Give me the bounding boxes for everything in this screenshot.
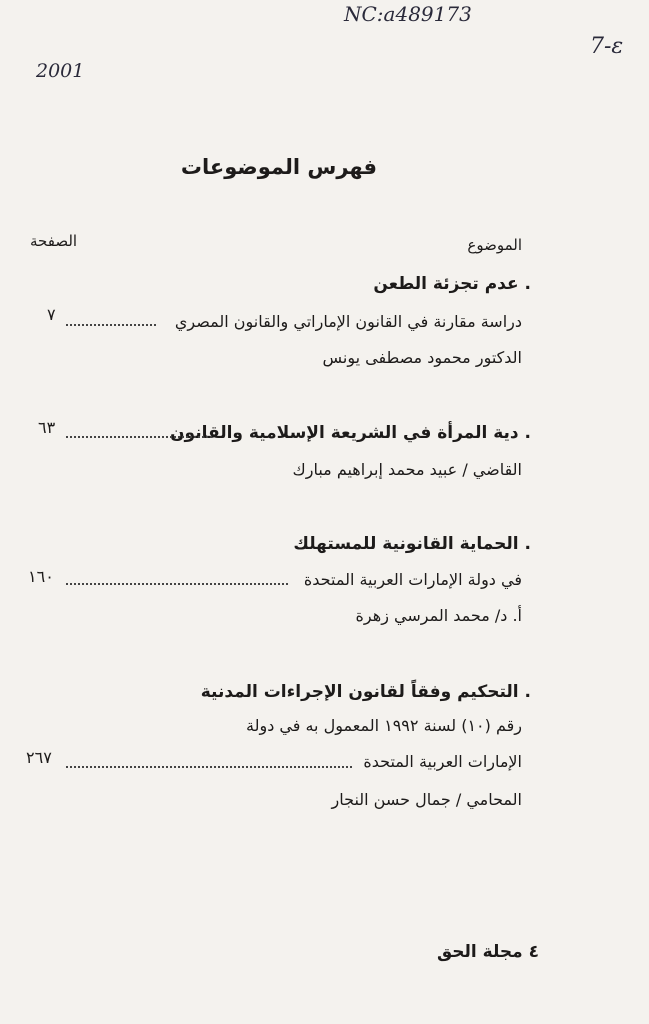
entry-4-heading: . التحكيم وفقاً لقانون الإجراءات المدنية — [200, 682, 531, 702]
entry-3-leader — [66, 583, 288, 585]
entry-3-author: أ. د/ محمد المرسي زهرة — [355, 606, 522, 625]
entry-4-line-1: رقم (١٠) لسنة ١٩٩٢ المعمول به في دولة — [246, 716, 522, 735]
entry-1-author: الدكتور محمود مصطفى يونس — [322, 348, 522, 367]
catalog-number: NC:a489173 — [344, 2, 472, 26]
entry-3-page: ١٦٠ — [28, 567, 54, 586]
entry-2-page: ٦٣ — [38, 418, 56, 437]
page-header: الصفحة — [30, 232, 78, 250]
year-annotation: 2001 — [36, 60, 85, 82]
entry-3-heading: . الحماية القانونية للمستهلك — [293, 534, 531, 554]
entry-4-leader — [66, 766, 352, 768]
entry-1-heading: . عدم تجزئة الطعن — [373, 274, 531, 294]
entry-4-author: المحامي / جمال حسن النجار — [331, 790, 522, 809]
entry-1-page: ٧ — [47, 305, 56, 324]
subject-header: الموضوع — [467, 236, 522, 254]
journal-footer: ٤ مجلة الحق — [436, 942, 539, 962]
entry-1-line-1: دراسة مقارنة في القانون الإماراتي والقانون المصري — [174, 312, 522, 331]
entry-2-author: القاضي / عبيد محمد إبراهيم مبارك — [292, 460, 522, 479]
entry-2-leader — [66, 436, 212, 438]
entry-2-heading: . دية المرأة في الشريعة الإسلامية والقانون — [170, 423, 531, 443]
entry-1-leader — [66, 324, 156, 326]
entry-3-line-1: في دولة الإمارات العربية المتحدة — [303, 570, 522, 589]
page-mark-annotation: 7-ε — [590, 34, 624, 59]
page-title: فهرس الموضوعات — [180, 155, 377, 179]
entry-4-line-2: الإمارات العربية المتحدة — [363, 752, 522, 771]
entry-4-page: ٢٦٧ — [26, 748, 52, 767]
